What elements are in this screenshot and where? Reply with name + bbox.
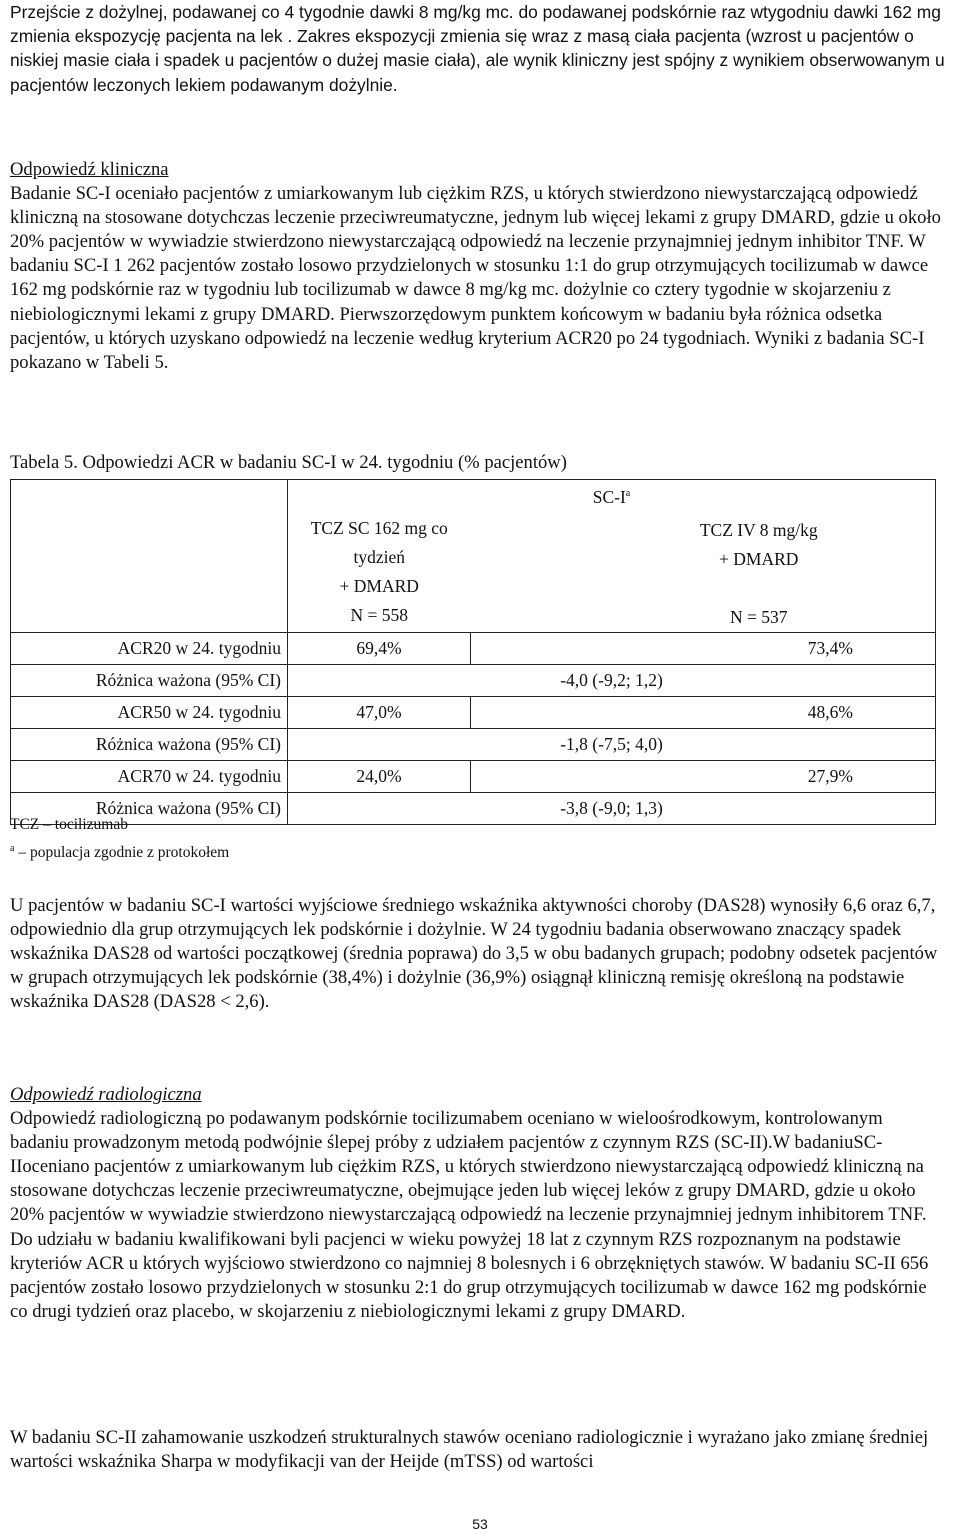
group-header: SC-I xyxy=(592,486,626,507)
cell-sc-value: 24,0% xyxy=(288,761,471,793)
table-row xyxy=(11,729,936,761)
footnote-text: – populacja zgodnie z protokołem xyxy=(14,844,230,861)
col-header-iv-line: N = 537 xyxy=(729,607,788,627)
col-header-sc xyxy=(288,514,471,633)
col-header-iv xyxy=(583,514,936,633)
header-gap-cell xyxy=(471,514,583,633)
row-label: ACR70 w 24. tygodniu xyxy=(11,761,288,793)
section-heading-clinical: Odpowiedź kliniczna xyxy=(10,159,169,180)
row-label: ACR20 w 24. tygodniu xyxy=(11,633,288,665)
footnote-abbreviation: TCZ – tocilizumab xyxy=(10,816,128,833)
row-label: Różnica ważona (95% CI) xyxy=(11,665,288,697)
table-row xyxy=(11,665,936,697)
intro-paragraph: Przejście z dożylnej, podawanej co 4 tygodnie dawki 8 mg/kg mc. do podawanej podskórnie raz wtygodniu dawki 162 mg zmienia ekspozycję pacjenta na lek . Zakres ekspozycji zmienia się wraz z masą ciała pacjenta (wzrost u pacjentów o niskiej masie ciała i spadek u pacjentów o dużej masie ciała), ale wynik kliniczny jest spójny z wynikiem obserwowanym u pacjentów leczonych lekiem podawanym dożylnie. xyxy=(10,2,945,95)
cell-iv-value: 27,9% xyxy=(471,761,936,793)
table-corner-cell-lower xyxy=(11,514,288,633)
page-number: 53 xyxy=(472,1516,488,1532)
acr-results-table xyxy=(10,479,936,825)
col-header-sc-line: tydzień xyxy=(353,547,405,567)
section-heading-radiological: Odpowiedź radiologiczna xyxy=(10,1084,202,1105)
das28-paragraph: U pacjentów w badaniu SC-I wartości wyjściowe średniego wskaźnika aktywności choroby (DAS28) wynosiły 6,6 oraz 6,7, odpowiednio dla grup otrzymujących lek podskórnie i dożylnie. W 24 tygodniu badania obserwowano znaczący spadek wskaźnika DAS28 od wartości początkowej (średnia poprawa) do 3,5 w obu badanych grupach; podobny odsetek pacjentów w grupach otrzymujących lek podskórnie (38,4%) i dożylnie (36,9%) osiągnął kliniczną remisję określoną na podstawie wskaźnika DAS28 (DAS28 < 2,6). xyxy=(10,895,938,1013)
table-footnotes xyxy=(10,814,229,864)
cell-sc-value: 47,0% xyxy=(288,697,471,729)
col-header-sc-line: TCZ SC 162 mg co xyxy=(310,518,448,538)
cell-iv-value: 73,4% xyxy=(471,633,936,665)
table-row xyxy=(11,633,936,665)
col-header-iv-line: TCZ IV 8 mg/kg xyxy=(699,520,818,540)
footnote-marker: a xyxy=(10,842,15,854)
table-title: Tabela 5. Odpowiedzi ACR w badaniu SC-I w 24. tygodniu (% pacjentów) xyxy=(10,452,567,473)
group-header-superscript: a xyxy=(625,487,631,499)
group-header-cell xyxy=(288,480,936,515)
table-row xyxy=(11,761,936,793)
table-corner-cell xyxy=(11,480,288,515)
col-header-sc-line: + DMARD xyxy=(339,576,419,596)
clinical-paragraph: Badanie SC-I oceniało pacjentów z umiarkowanym lub ciężkim RZS, u których stwierdzono niewystarczającą odpowiedź kliniczną na stosowane dotychczas leczenie przeciwreumatyczne, jednym lub więcej lekami z grupy DMARD, gdzie u około 20% pacjentów w wywiadzie stwierdzono niewystarczającą odpowiedź na leczenie przynajmniej jednym inhibitor TNF. W badaniu SC-I 1 262 pacjentów zostało losowo przydzielonych w stosunku 1:1 do grup otrzymujących tocilizumab w dawce 162 mg podskórnie raz w tygodniu lub tocilizumab w dawce 8 mg/kg mc. dożylnie co cztery tygodnie w skojarzeniu z niebiologicznymi lekami z grupy DMARD. Pierwszorzędowym punktem końcowym w badaniu była różnica odsetka pacjentów, u których uzyskano odpowiedź na leczenie według kryterium ACR20 po 24 tygodniach. Wyniki z badania SC-I pokazano w Tabeli 5. xyxy=(10,183,941,373)
col-header-iv-line: + DMARD xyxy=(719,549,799,569)
final-paragraph: W badaniu SC-II zahamowanie uszkodzeń strukturalnych stawów oceniano radiologicznie i wyrażano jako zmianę średniej wartości wskaźnika Sharpa w modyfikacji van der Heijde (mTSS) od wartości xyxy=(10,1427,929,1473)
row-label: ACR50 w 24. tygodniu xyxy=(11,697,288,729)
cell-weighted-diff: -1,8 (-7,5; 4,0) xyxy=(288,729,936,761)
col-header-sc-line: N = 558 xyxy=(350,605,408,625)
cell-sc-value: 69,4% xyxy=(288,633,471,665)
cell-weighted-diff: -4,0 (-9,2; 1,2) xyxy=(288,665,936,697)
radiological-paragraph: Odpowiedź radiologiczną po podawanym podskórnie tocilizumabem oceniano w wieloośrodkowym, kontrolowanym badaniu prowadzonym metodą podwójnie ślepej próby z udziałem pacjentów z czynnym RZS (SC-II).W badaniuSC-IIoceniano pacjentów z umiarkowanym lub ciężkim RZS, u których stwierdzono niewystarczającą odpowiedź kliniczną na stosowane dotychczas leczenie przeciwreumatyczne, obejmujące jeden lub więcej leków z grupy DMARD, gdzie u około 20% pacjentów w wywiadzie stwierdzono niewystarczającą odpowiedź na leczenie przynajmniej jednym inhibitorem TNF. Do udziału w badaniu kwalifikowani byli pacjenci w wieku powyżej 18 lat z czynnym RZS rozpoznanym na podstawie kryteriów ACR u których wyjściowo stwierdzono co najmniej 8 bolesnych i 6 obrzękniętych stawów. W badaniu SC-II 656 pacjentów zostało losowo przydzielonych w stosunku 2:1 do grup otrzymujących tocilizumab w dawce 162 mg podskórnie co drugi tydzień oraz placebo, w skojarzeniu z niebiologicznymi lekami z grupy DMARD. xyxy=(10,1108,929,1322)
footnote-population xyxy=(10,842,229,864)
cell-weighted-diff: -3,8 (-9,0; 1,3) xyxy=(288,793,936,825)
cell-iv-value: 48,6% xyxy=(471,697,936,729)
section-clinical-response xyxy=(10,158,945,375)
section-radiological-response xyxy=(10,1083,945,1324)
row-label: Różnica ważona (95% CI) xyxy=(11,729,288,761)
row-label: Różnica ważona (95% CI) xyxy=(11,793,288,825)
table-row xyxy=(11,697,936,729)
